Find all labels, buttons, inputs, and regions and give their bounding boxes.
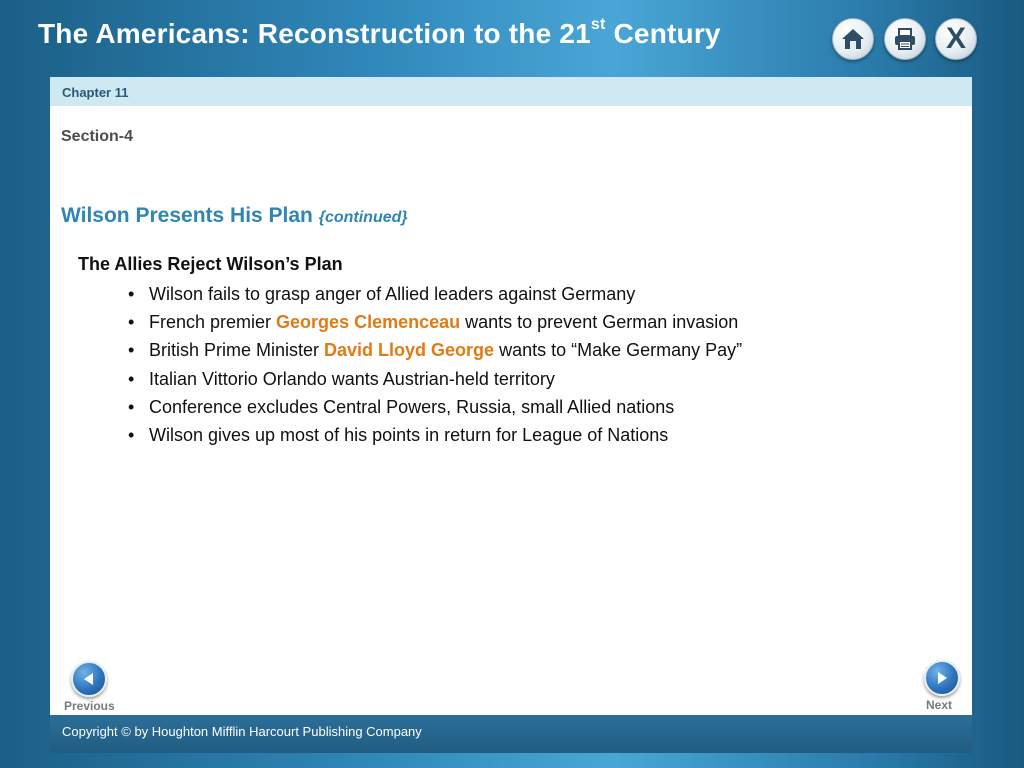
bullet-icon: •: [128, 424, 135, 445]
next-label[interactable]: Next: [926, 698, 953, 712]
chapter-bar: [50, 77, 972, 106]
home-button[interactable]: [832, 18, 874, 60]
sub-heading: The Allies Reject Wilson’s Plan: [78, 254, 343, 274]
previous-button[interactable]: [71, 661, 107, 697]
list-item: [128, 336, 742, 364]
arrow-left-icon: [81, 671, 97, 687]
next-button[interactable]: [924, 660, 960, 696]
list-item: [128, 393, 742, 421]
list-item: [128, 308, 742, 336]
close-icon: X: [945, 22, 966, 55]
list-item: [128, 280, 742, 308]
highlighted-name: David Lloyd George: [324, 340, 495, 361]
bullet-text: wants to prevent German invasion: [460, 312, 739, 333]
slide-title-text: Wilson Presents His Plan: [61, 204, 313, 227]
list-item: [128, 421, 742, 449]
bullet-text: Italian Vittorio Orlando wants Austrian-held territory: [149, 368, 555, 389]
bullet-icon: •: [128, 340, 135, 361]
highlighted-name: Georges Clemenceau: [276, 312, 461, 333]
previous-label[interactable]: Previous: [64, 699, 115, 713]
bullet-text: wants to “Make Germany Pay”: [494, 340, 743, 361]
bullet-text: Conference excludes Central Powers, Russia, small Allied nations: [149, 396, 675, 417]
bullet-list: [128, 280, 742, 449]
bullet-icon: •: [128, 396, 135, 417]
slide-panel: [50, 77, 972, 753]
section-label: Section-4: [61, 128, 134, 145]
bullet-icon: •: [128, 284, 135, 304]
bullet-text: Wilson fails to grasp anger of Allied leaders against Germany: [149, 284, 636, 304]
arrow-right-icon: [934, 670, 950, 686]
app-title-end: Century: [605, 18, 721, 49]
bullet-text: British Prime Minister: [149, 340, 325, 361]
home-icon: [840, 26, 866, 52]
printer-icon: [892, 26, 918, 52]
chapter-label: Chapter 11: [62, 85, 129, 100]
bullet-text: Wilson gives up most of his points in return for League of Nations: [149, 424, 669, 445]
slide-title-suffix: {continued}: [318, 209, 408, 226]
app-title-superscript: st: [590, 16, 606, 33]
slide-title: [61, 204, 408, 228]
footer-bar: [50, 715, 972, 753]
bullet-icon: •: [128, 368, 135, 389]
app-title: [38, 18, 721, 50]
bullet-text: French premier: [149, 312, 277, 333]
app-title-main: The Americans: Reconstruction to the 21: [38, 18, 591, 49]
copyright-text: Copyright © by Houghton Mifflin Harcourt Publishing Company: [62, 724, 422, 739]
print-button[interactable]: [884, 18, 926, 60]
list-item: [128, 365, 742, 393]
bullet-icon: •: [128, 312, 135, 333]
close-button[interactable]: [935, 18, 977, 60]
